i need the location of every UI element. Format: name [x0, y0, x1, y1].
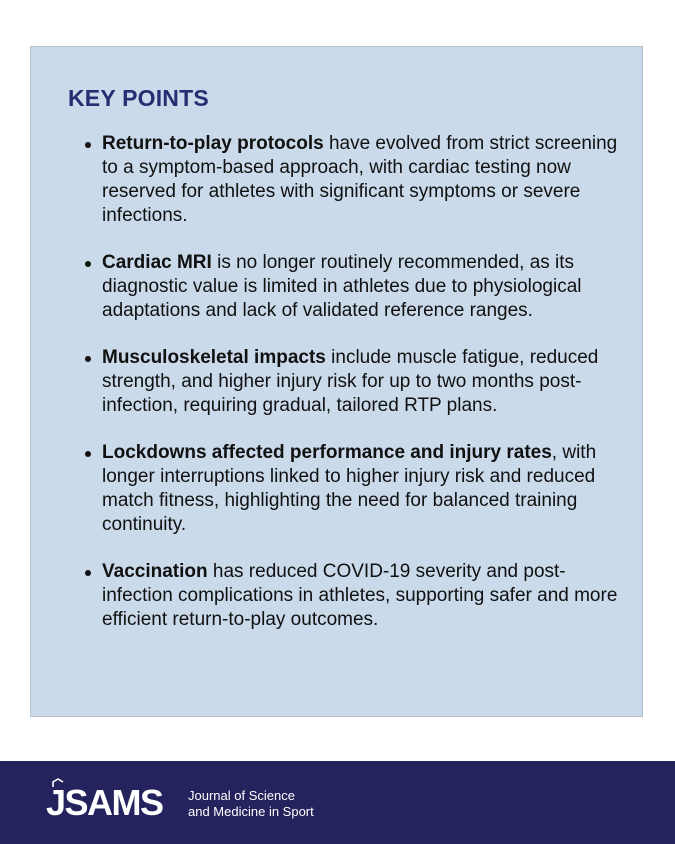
logo-wordmark: JSAMS	[46, 782, 163, 823]
key-point-lead: Cardiac MRI	[102, 252, 212, 273]
journal-logo	[46, 783, 163, 823]
key-points-list	[102, 132, 622, 655]
key-point-item	[102, 441, 622, 537]
key-point-text: , with longer interruptions linked to higher injury risk and reduced match fitness, highlighting the need for balanced training continuity.	[102, 442, 597, 535]
key-point-text: include muscle fatigue, reduced strength, and higher injury risk for up to two months post-infection, requiring gradual, tailored RTP plans.	[102, 347, 599, 416]
key-point-lead: Vaccination	[102, 561, 208, 582]
key-point-lead: Lockdowns affected performance and injury rates	[102, 442, 552, 463]
journal-name-line-2: and Medicine in Sport	[188, 804, 314, 819]
key-point-item	[102, 560, 622, 632]
journal-footer	[0, 761, 675, 844]
key-point-item	[102, 132, 622, 228]
key-points-title: KEY POINTS	[68, 85, 209, 111]
key-point-lead: Return-to-play protocols	[102, 133, 324, 154]
journal-name	[188, 788, 314, 820]
journal-name-line-1: Journal of Science	[188, 788, 295, 803]
key-point-item	[102, 346, 622, 418]
key-point-text: has reduced COVID-19 severity and post-infection complications in athletes, supporting safer and more efficient return-to-play outcomes.	[102, 561, 618, 630]
key-point-item	[102, 251, 622, 323]
key-points-box	[30, 46, 643, 717]
key-point-text: is no longer routinely recommended, as its diagnostic value is limited in athletes due to physiological adaptations and lack of validated reference ranges.	[102, 252, 582, 321]
logo-mark-icon	[52, 778, 64, 788]
key-point-lead: Musculoskeletal impacts	[102, 347, 326, 368]
key-point-text: have evolved from strict screening to a symptom-based approach, with cardiac testing now reserved for athletes with significant symptoms or severe infections.	[102, 133, 618, 226]
